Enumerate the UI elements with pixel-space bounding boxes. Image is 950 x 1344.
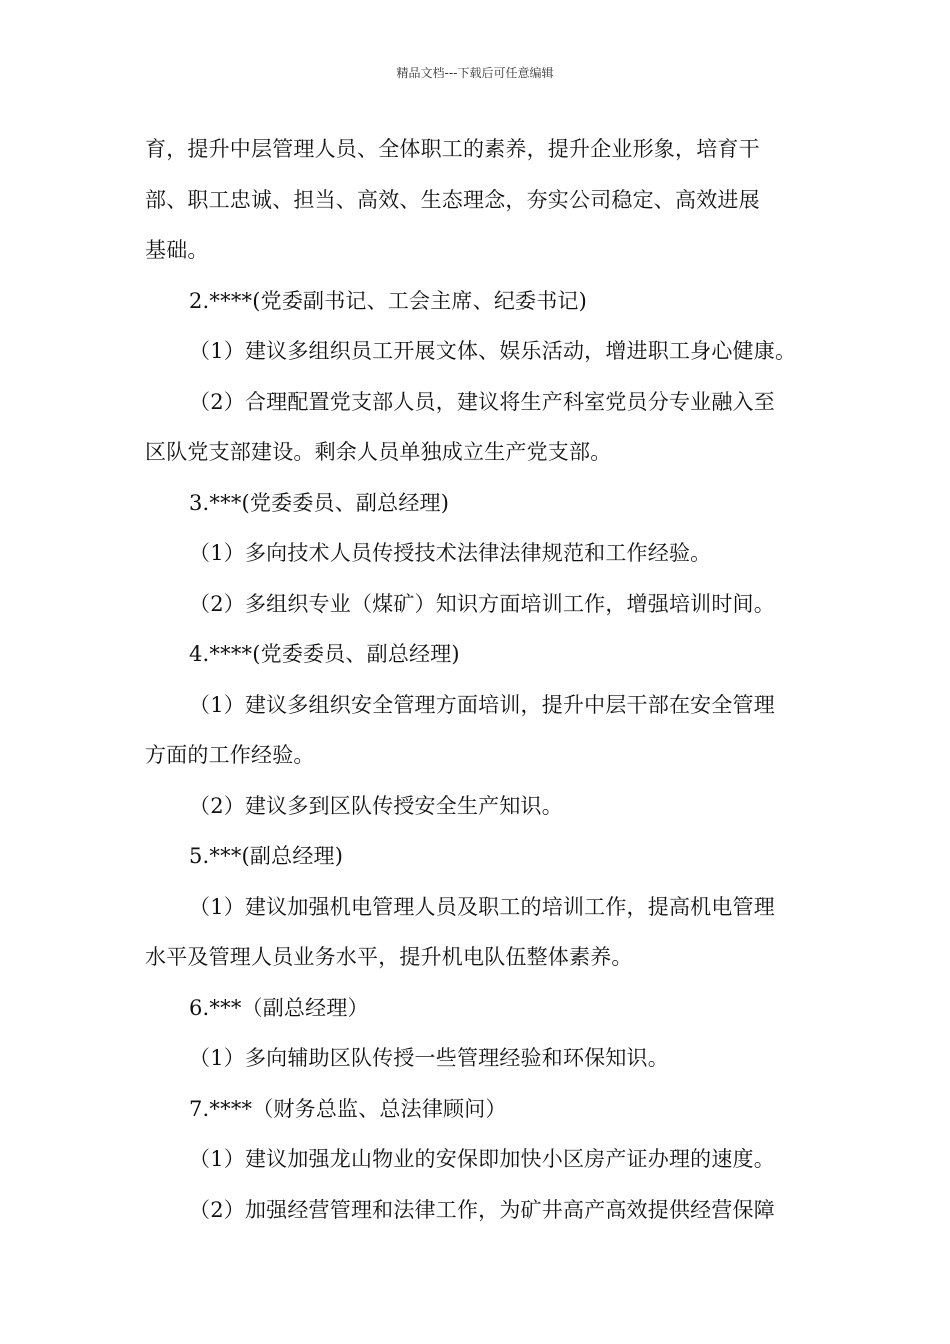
page-header: 精品文档---下载后可任意编辑 (396, 66, 554, 80)
paragraph-line: 区队党支部建设。剩余人员单独成立生产党支部。 (145, 440, 612, 464)
paragraph-line: （2）多组织专业（煤矿）知识方面培训工作，增强培训时间。 (189, 591, 775, 616)
paragraph-line: 育，提升中层管理人员、全体职工的素养，提升企业形象，培育干 (145, 137, 760, 161)
paragraph-line: （1）多向辅助区队传授一些管理经验和环保知识。 (189, 1046, 669, 1070)
paragraph-line: 7.****（财务总监、总法律顾问） (189, 1096, 507, 1121)
paragraph-line: 5.***(副总经理) (189, 844, 344, 868)
paragraph-line: 3.***(党委委员、副总经理) (189, 490, 450, 515)
paragraph-line: （1）建议加强龙山物业的安保即加快小区房产证办理的速度。 (189, 1147, 775, 1171)
paragraph-line: 2.****(党委副书记、工会主席、纪委书记) (189, 288, 588, 313)
paragraph-line: （2）加强经营管理和法律工作，为矿井高产高效提供经营保障 (189, 1197, 775, 1222)
paragraph-line: 方面的工作经验。 (145, 743, 315, 767)
paragraph-line: 部、职工忠诚、担当、高效、生态理念，夯实公司稳定、高效进展 (145, 187, 760, 212)
paragraph-line: （1）建议加强机电管理人员及职工的培训工作，提高机电管理 (189, 894, 775, 919)
paragraph-line: （1）多向技术人员传授技术法律法律规范和工作经验。 (189, 541, 712, 565)
paragraph-line: 4.****(党委委员、副总经理) (189, 642, 460, 666)
paragraph-line: 6.***（副总经理） (189, 995, 369, 1020)
paragraph-line: 水平及管理人员业务水平，提升机电队伍整体素养。 (145, 945, 633, 969)
paragraph-line: （1）建议多组织安全管理方面培训，提升中层干部在安全管理 (189, 692, 775, 717)
paragraph-line: （2）建议多到区队传授安全生产知识。 (189, 793, 563, 818)
document-body (145, 124, 810, 1235)
paragraph-line: （2）合理配置党支部人员，建议将生产科室党员分专业融入至 (189, 389, 775, 414)
paragraph-line: 基础。 (145, 238, 209, 262)
paragraph-line: （1）建议多组织员工开展文体、娱乐活动，增进职工身心健康。 (189, 339, 797, 363)
